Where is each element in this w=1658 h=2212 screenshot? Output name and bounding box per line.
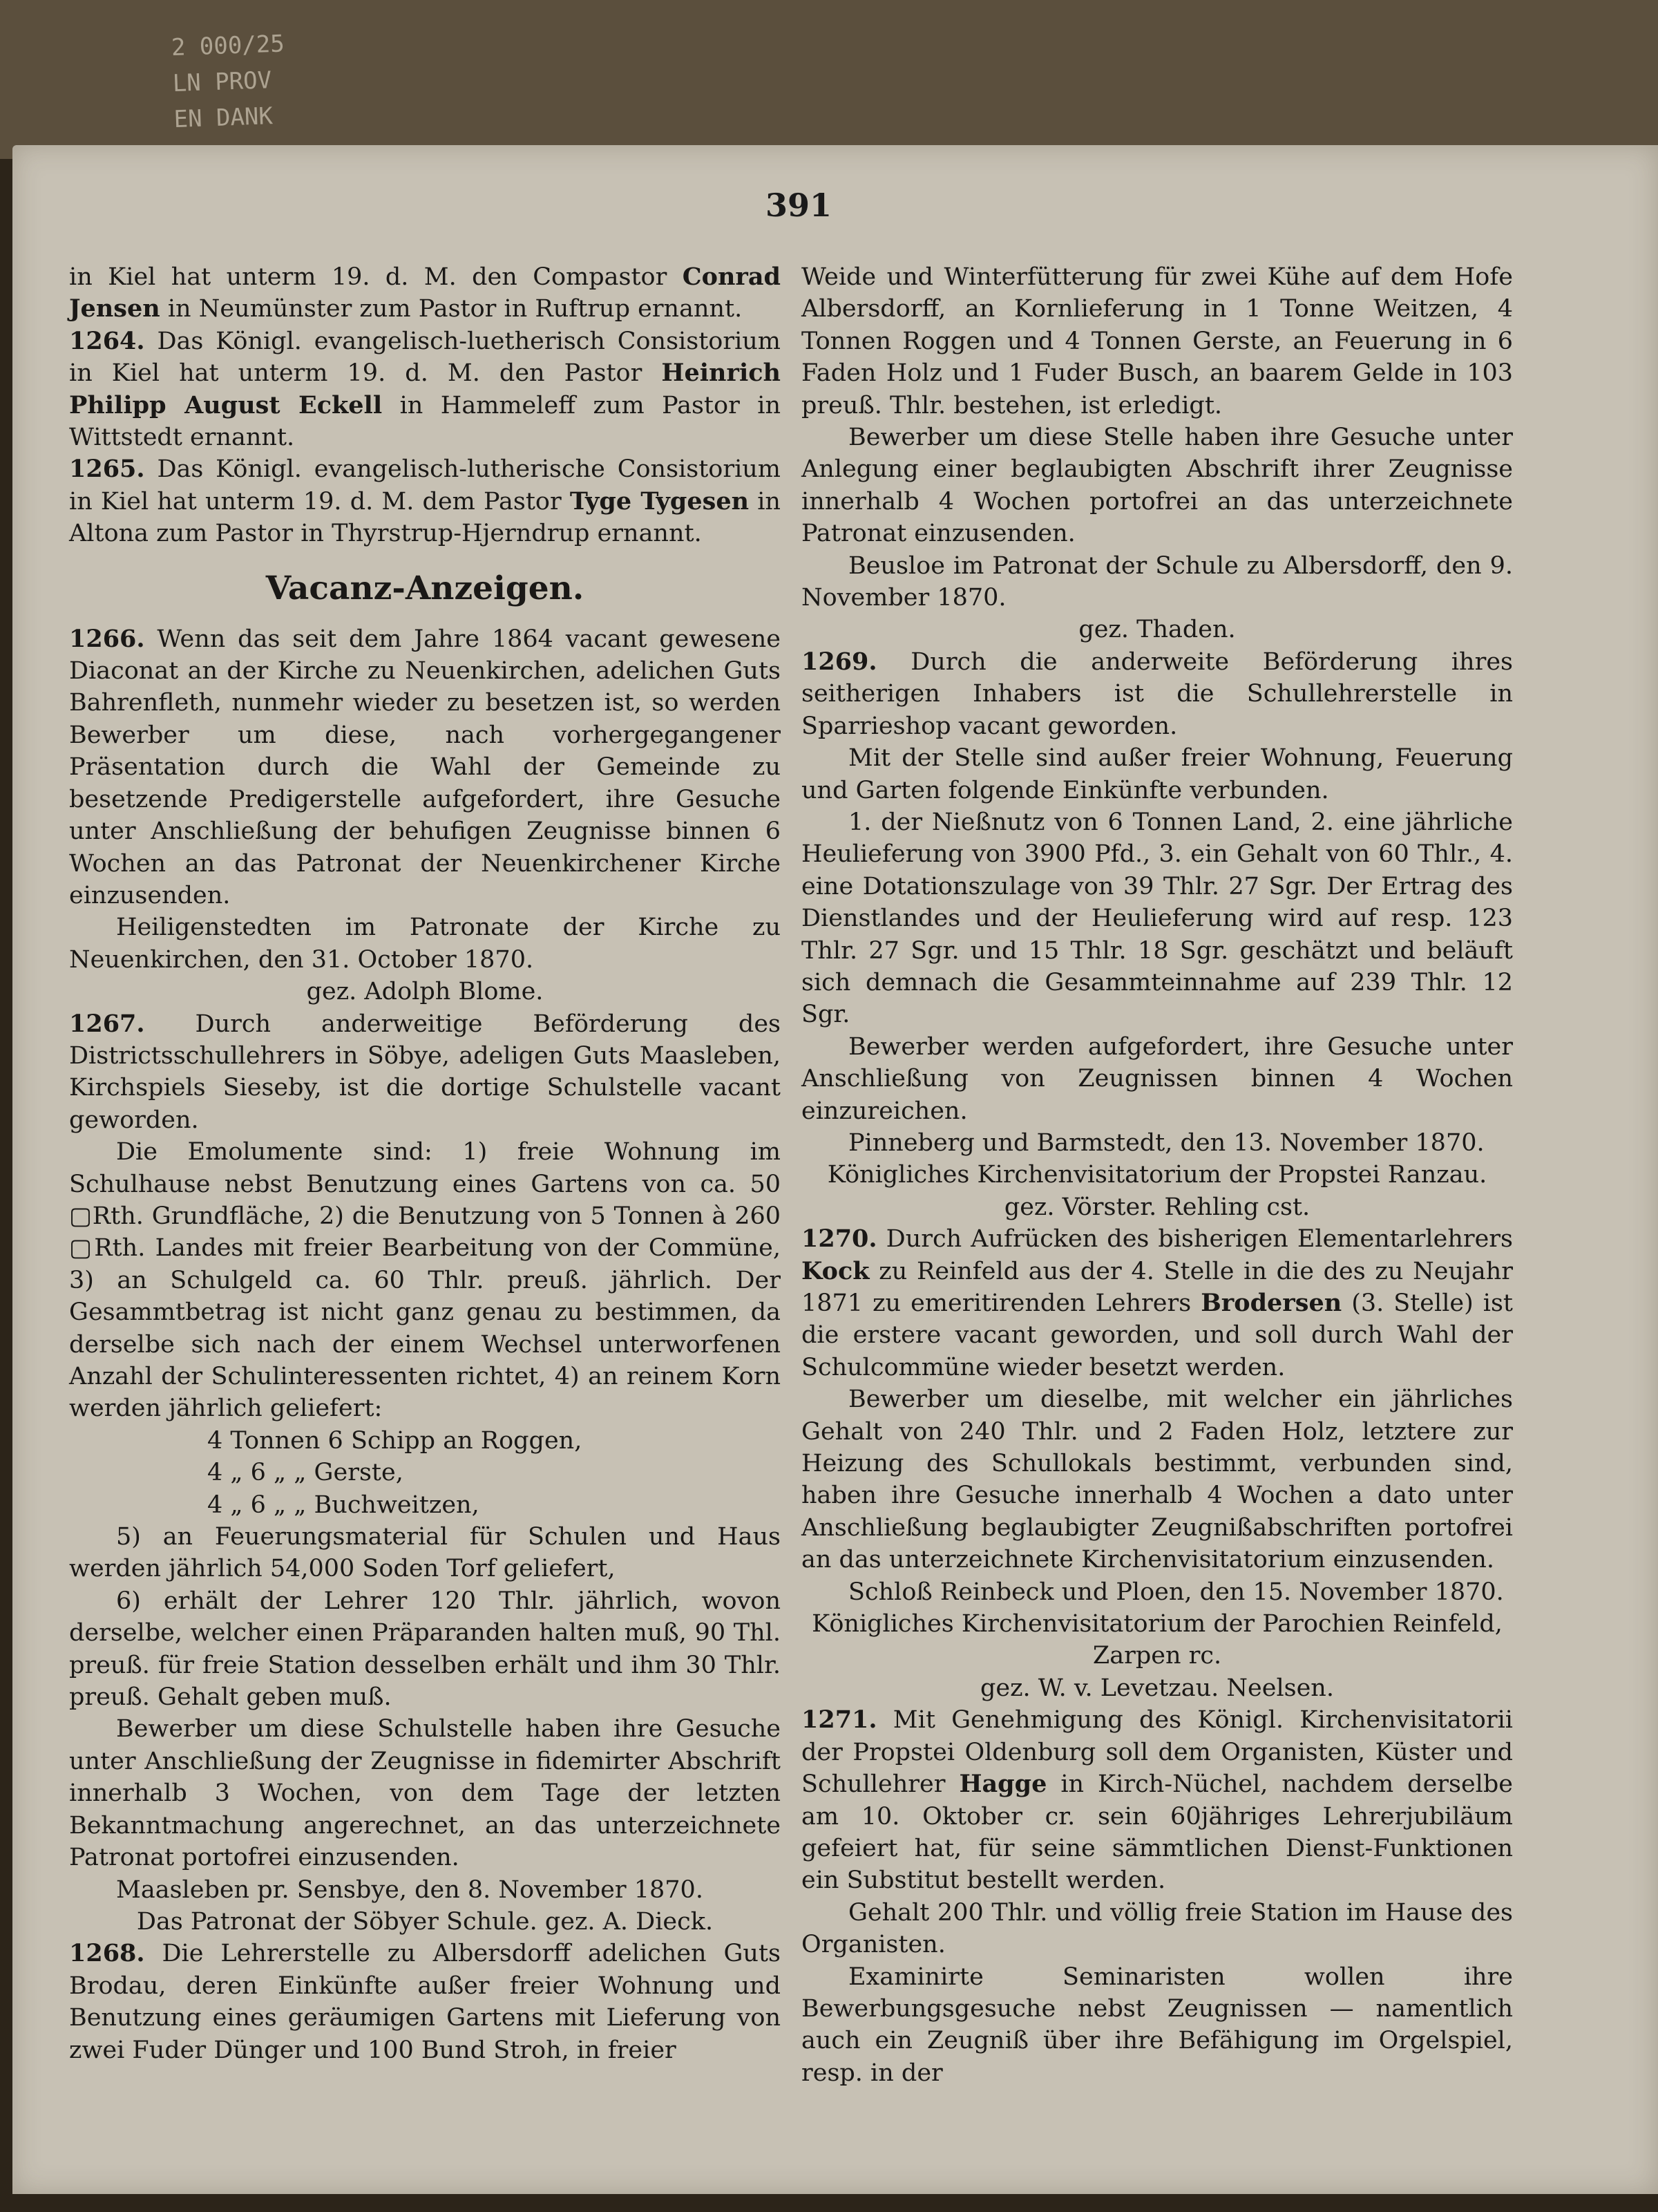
notice-1267-place-date: Maasleben pr. Sensbye, den 8. November 1870. <box>116 1875 703 1904</box>
left-column <box>69 261 781 2066</box>
notice-1270-issuer: Königliches Kirchenvisitatorium der Parochien Reinfeld, Zarpen rc. <box>812 1610 1503 1670</box>
notice-1270-place-date: Schloß Reinbeck und Ploen, den 15. November 1870. <box>848 1578 1504 1606</box>
notice-number: 1266. <box>69 624 145 653</box>
notice-1268: 1268. Die Lehrerstelle zu Albersdorff adelichen Guts Brodau, deren Einkünfte außer freier Wohnung und Benutzung eines geräumigen Gartens mit Lieferung von zwei Fuder Dünger und 100 Bund Stroh, in freier <box>69 1939 781 2064</box>
person-name: Hagge <box>959 1770 1047 1799</box>
list-item: 4 „ 6 „ „ Buchweitzen, <box>207 1491 479 1519</box>
notice-1268-continued: Weide und Winterfütterung für zwei Kühe auf dem Hofe Albersdorff, an Kornlieferung in 1 Tonne Weitzen, 4 Tonnen Roggen und 4 Tonnen Gerste, an Feuerung in 6 Faden Holz und 1 Fuder Busch, an baarem Gelde in 103 preuß. Thlr. bestehen, ist erledigt. <box>801 263 1513 419</box>
notice-number: 1268. <box>69 1939 145 1968</box>
notice-1266: 1266. Wenn das seit dem Jahre 1864 vacant gewesene Diaconat an der Kirche zu Neuenkirchen, adelichen Guts Bahrenfleth, nunmehr wieder zu besetzen ist, so werden Bewerber um diese, nach vorhergegangener Präsentation durch die Wahl der Gemeinde zu besetzende Predigerstelle aufgefordert, ihre Gesuche unter Anschließung der behufigen Zeugnisse binnen 6 Wochen an das Patronat der Neuenkirchener Kirche einzusenden. <box>69 624 781 909</box>
notice-1269-income: 1. der Nießnutz von 6 Tonnen Land, 2. eine jährliche Heulieferung von 3900 Pfd., 3. ein Gehalt von 60 Thlr., 4. eine Dotationszulage von 39 Thlr. 27 Sgr. Der Ertrag des Dienstlandes und der Heulieferung wird auf resp. 123 Thlr. 27 Sgr. und 15 Thlr. 18 Sgr. geschätzt und beläuft sich demnach die Gesammteinnahme auf 239 Thlr. 12 Sgr. <box>801 808 1513 1029</box>
notice-1268-place-date: Beusloe im Patronat der Schule zu Albersdorff, den 9. November 1870. <box>801 551 1513 612</box>
notice-1264: 1264. Das Königl. evangelisch-luetherisch Consistorium in Kiel hat unterm 19. d. M. den Pastor Heinrich Philipp August Eckell in Hammeleff zum Pastor in Wittstedt ernannt. <box>69 326 781 452</box>
person-name: Conrad Jensen <box>69 263 781 323</box>
notice-1271-salary: Gehalt 200 Thlr. und völlig freie Station im Hause des Organisten. <box>801 1898 1513 1959</box>
notice-1269-income-intro: Mit der Stelle sind außer freier Wohnung, Feuerung und Garten folgende Einkünfte verbunden. <box>801 744 1513 804</box>
document-page <box>12 145 1658 2194</box>
person-name: Brodersen <box>1201 1289 1342 1317</box>
notice-1267-applicants: Bewerber um diese Schulstelle haben ihre Gesuche unter Anschließung der Zeugnisse in fidemirter Abschrift innerhalb 3 Wochen, von dem Tage der letzten Bekanntmachung angerechnet, an das unterzeichnete Patronat portofrei einzusenden. <box>69 1715 781 1872</box>
notice-1267-emoluments: Die Emolumente sind: 1) freie Wohnung im Schulhause nebst Benutzung eines Gartens von ca. 50 ▢Rth. Grundfläche, 2) die Benutzung von 5 Tonnen à 260 ▢Rth. Landes mit freier Bearbeitung von der Commüne, 3) an Schulgeld ca. 60 Thlr. preuß. jährlich. Der Gesammtbetrag ist nicht ganz genau zu bestimmen, da derselbe sich nach der einem Wechsel unterworfenen Anzahl der Schulinteressenten richtet, 4) an reinem Korn werden jährlich geliefert: <box>69 1138 781 1423</box>
previous-page-edge <box>0 0 1658 159</box>
notice-number: 1267. <box>69 1009 145 1038</box>
notice-1263-continued: in Kiel hat unterm 19. d. M. den Compastor Conrad Jensen in Neumünster zum Pastor in Ruftrup ernannt. <box>69 263 781 323</box>
notice-1269-applicants: Bewerber werden aufgefordert, ihre Gesuche unter Anschließung von Zeugnissen binnen 4 Wochen einzureichen. <box>801 1032 1513 1125</box>
notice-1267-signature: Das Patronat der Söbyer Schule. gez. A. Dieck. <box>136 1907 714 1936</box>
notice-1269-place-date: Pinneberg und Barmstedt, den 13. November 1870. <box>848 1128 1485 1157</box>
notice-1268-applicants: Bewerber um diese Stelle haben ihre Gesuche unter Anlegung einer beglaubigten Abschrift ihrer Zeugnisse innerhalb 4 Wochen portofrei an das unterzeichnete Patronat einzusenden. <box>801 424 1513 548</box>
page-number: 391 <box>765 187 832 224</box>
notice-1268-signature: gez. Thaden. <box>1078 616 1236 644</box>
list-item: 4 „ 6 „ „ Gerste, <box>207 1459 403 1487</box>
notice-1266-place-date: Heiligenstedten im Patronate der Kirche zu Neuenkirchen, den 31. October 1870. <box>69 914 781 974</box>
notice-1269: 1269. Durch die anderweite Beförderung ihres seitherigen Inhabers ist die Schullehrerstelle in Sparrieshop vacant geworden. <box>801 647 1513 740</box>
section-heading: Vacanz-Anzeigen. <box>265 569 584 607</box>
person-name: Heinrich Philipp August Eckell <box>69 359 781 419</box>
notice-number: 1264. <box>69 326 145 355</box>
person-name: Kock <box>801 1256 870 1285</box>
notice-number: 1271. <box>801 1705 877 1734</box>
person-name: Tyge Tygesen <box>569 486 750 516</box>
notice-1267-fuel: 5) an Feuerungsmaterial für Schulen und Haus werden jährlich 54,000 Soden Torf geliefert, <box>69 1523 781 1583</box>
grain-list <box>69 1425 781 1521</box>
notice-1270-signature: gez. W. v. Levetzau. Neelsen. <box>980 1674 1334 1702</box>
notice-1270: 1270. Durch Aufrücken des bisherigen Elementarlehrers Kock zu Reinfeld aus der 4. Stelle in die des zu Neujahr 1871 zu emeritirenden Lehrers Brodersen (3. Stelle) ist die erstere vacant geworden, und soll durch Wahl der Schulcommüne wieder besetzt werden. <box>801 1225 1513 1381</box>
notice-1266-signature: gez. Adolph Blome. <box>306 978 544 1006</box>
notice-1269-issuer: Königliches Kirchenvisitatorium der Propstei Ranzau. <box>827 1161 1487 1189</box>
notice-1267-salary: 6) erhält der Lehrer 120 Thlr. jährlich, wovon derselbe, welcher einen Präparanden halten muß, 90 Thl. preuß. für freie Station desselben erhält und ihm 30 Thlr. preuß. Gehalt geben muß. <box>69 1587 781 1712</box>
notice-1269-signature: gez. Vörster. Rehling cst. <box>1004 1193 1311 1221</box>
library-stamp: 2 000/25 LN PROV EN DANK <box>171 30 285 134</box>
notice-number: 1270. <box>801 1225 877 1254</box>
notice-1270-applicants: Bewerber um dieselbe, mit welcher ein jährliches Gehalt von 240 Thlr. und 2 Faden Holz, letztere zur Heizung des Schullokals bestimmt, verbunden sind, haben ihre Gesuche innerhalb 4 Wochen a dato unter Anschließung beglaubigter Zeugnißabschriften portofrei an das unterzeichnete Kirchenvisitatorium einzusenden. <box>801 1386 1513 1574</box>
notice-number: 1269. <box>801 647 877 676</box>
list-item: 4 Tonnen 6 Schipp an Roggen, <box>207 1426 582 1455</box>
right-column <box>801 261 1513 2089</box>
notice-1271: 1271. Mit Genehmigung des Königl. Kirchenvisitatorii der Propstei Oldenburg soll dem Organisten, Küster und Schullehrer Hagge in Kirch-Nüchel, nachdem derselbe am 10. Oktober cr. sein 60jähriges Lehrerjubiläum gefeiert hat, für seine sämmtlichen Dienst-Funktionen ein Substitut bestellt werden. <box>801 1705 1513 1895</box>
notice-1267: 1267. Durch anderweitige Beförderung des Districtsschullehrers in Söbye, adeligen Guts Maasleben, Kirchspiels Sieseby, ist die dortige Schulstelle vacant geworden. <box>69 1009 781 1134</box>
notice-1271-applicants: Examinirte Seminaristen wollen ihre Bewerbungsgesuche nebst Zeugnissen — namentlich auch ein Zeugniß über ihre Befähigung im Orgelspiel, resp. in der <box>801 1963 1513 2087</box>
notice-1265: 1265. Das Königl. evangelisch-lutherische Consistorium in Kiel hat unterm 19. d. M. dem Pastor Tyge Tygesen in Altona zum Pastor in Thyrstrup-Hjerndrup ernannt. <box>69 455 781 548</box>
notice-number: 1265. <box>69 455 145 484</box>
